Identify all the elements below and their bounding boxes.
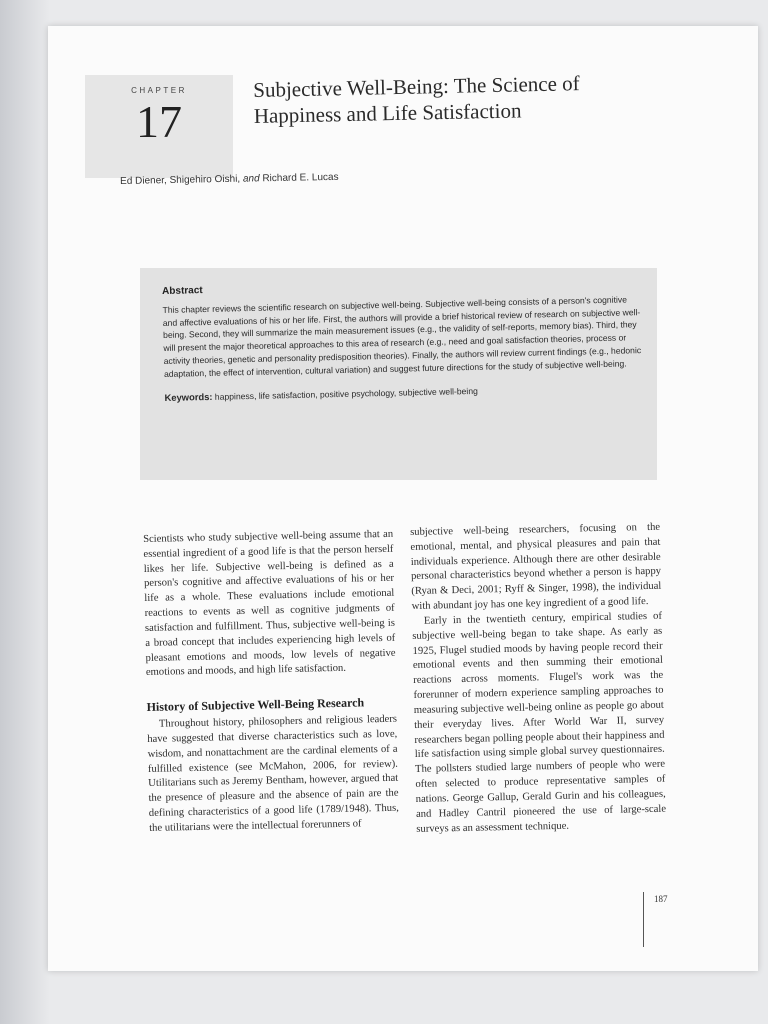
keywords-list: happiness, life satisfaction, positive psychology, subjective well-being [214, 386, 478, 403]
body-paragraph: Scientists who study subjective well-being assume that an essential ingredient of a good life is that the person herself likes her life. Subjective well-being is defined as a person's cognitive and affective evaluations of his or her life as a whole. These evaluations include emotional reactions to events as well as cognitive judgments of satisfaction and fulfillment. Thus, subjective well-being is a broad concept that includes experiencing high levels of pleasant emotions and moods, low levels of negative emotions and moods, and high life satisfaction. [143, 528, 396, 679]
chapter-title [253, 69, 674, 129]
body-column-left [143, 528, 399, 837]
section-heading: History of Subjective Well-Being Research [146, 695, 365, 715]
chapter-label: CHAPTER [131, 86, 187, 95]
abstract-heading: Abstract [162, 285, 203, 297]
keywords-label: Keywords: [164, 391, 213, 404]
body-paragraph: Early in the twentieth century, empirical studies of subjective well-being began to take shape. As early as 1925, Flugel studied moods by having people record their emotional events and then summing their emotional reactions across moments. Flugel's work was the forerunner of modern experience sampling approaches to measuring subjective well-being online as people go about their everyday lives. After World War II, survey researchers began polling people about their happiness and life satisfaction using simple global survey questionnaires. The pollsters studied large numbers of people who were often selected to produce representative samples of nations. George Gallup, Gerald Gurin and his colleagues, and Hadley Cantril pioneered the use of large-scale surveys as an assessment technique. [412, 610, 667, 835]
chapter-title-line-1: Subjective Well-Being: The Science of [253, 71, 580, 102]
chapter-box [85, 75, 233, 178]
author-conjunction: and [242, 173, 260, 185]
abstract-content [162, 275, 643, 403]
page-number: 187 [654, 894, 668, 904]
author-names-1: Ed Diener, Shigehiro Oishi, [120, 173, 241, 187]
body-paragraph: Throughout history, philosophers and religious leaders have suggested that diverse characteristics such as love, wisdom, and nonattachment are the cardinal elements of a fulfilled existence (see McMahon, 2006, for review). Utilitarians such as Jeremy Bentham, however, argued that the presence of pleasure and the absence of pain are the defining characteristics of a good life (1789/1948). Thus, the utilitarians were the intellectual forerunners of [147, 713, 399, 834]
body-paragraph: subjective well-being researchers, focusing on the emotional, mental, and physical pleasures and pain that individuals experience. Although there are other desirable personal characteristics beyond whether a person is happy (Ryan & Deci, 2001; Ryff & Singer, 1998), the individual with abundant joy has one key ingredient of a good life. [410, 521, 662, 613]
page-number-rule [643, 892, 644, 947]
abstract-text: This chapter reviews the scientific research on subjective well-being. Subjective well-being consists of a person's cognitive and affective evaluations of his or her life. First, the authors will provide a brief historical review of research on subjective well-being. Second, they will summarize the main measurement issues (e.g., the validity of self-reports, memory bias). Third, they will present the major theoretical approaches to this area of research (e.g., need and goal satisfaction theories, process or activity theories, genetic and personality predisposition theories). Finally, the authors will review current findings (e.g., hedonic adaptation, the effect of intervention, cultural variation) and suggest future directions for the study of subjective well-being. [162, 294, 642, 379]
abstract-box [140, 268, 657, 480]
keywords [164, 381, 642, 403]
body-column-right [410, 521, 666, 838]
page-edge-shadow [0, 0, 50, 1024]
chapter-title-line-2: Happiness and Life Satisfaction [253, 97, 522, 128]
author-names-2: Richard E. Lucas [262, 171, 339, 185]
chapter-number: 17 [136, 96, 182, 147]
book-page [48, 26, 758, 971]
